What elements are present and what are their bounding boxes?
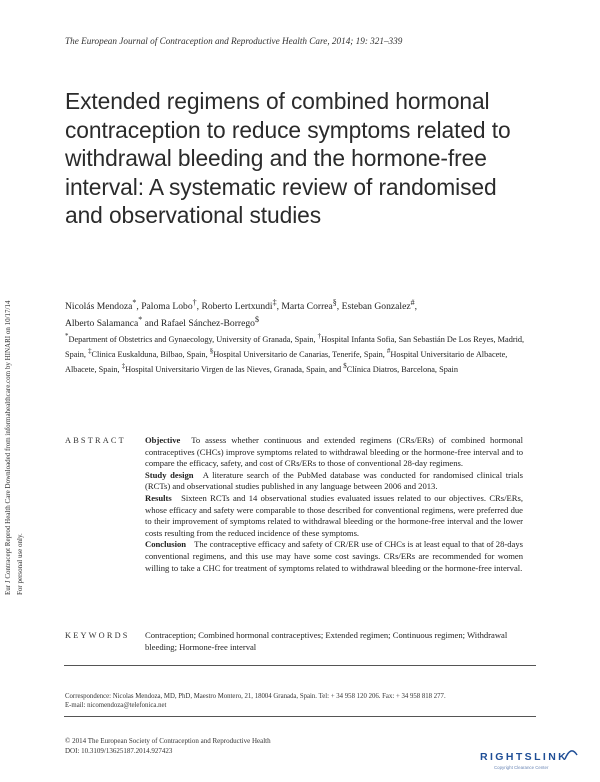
author-5[interactable]: Esteban Gonzalez#: [341, 298, 415, 313]
footer: [65, 737, 271, 756]
article-title: Extended regimens of combined hormonal contraception to reduce symptoms related to withdrawal bleeding and the hormone-free interval: A systematic review of randomised and observational studies: [65, 88, 511, 228]
abstract-objective: Objective To assess whether continuous and extended regimens (CRs/ERs) of combined hormonal contraceptives (CHCs) improve symptoms related to withdrawal bleeding or the hormone-free interval and to compare the efficacy, safety, and cost of CRs/ERs to those of conventional 28-day regimens.: [145, 435, 523, 469]
rightslink-arc-icon: [564, 749, 578, 761]
rightslink-wordmark: RIGHTSLINK: [480, 751, 569, 763]
correspondence-address: Correspondence: Nicolas Mendoza, MD, PhD, Maestro Montero, 21, 18004 Granada, Spain. Tel: + 34 958 120 206. Fax: + 34 958 818 277.: [65, 693, 446, 700]
rightslink-logo[interactable]: [480, 751, 580, 775]
abstract-body: [145, 435, 523, 574]
section-divider: [64, 665, 536, 666]
author-6[interactable]: Alberto Salamanca*: [65, 315, 143, 330]
copyright-notice: © 2014 The European Society of Contraception and Reproductive Health: [65, 737, 271, 745]
abstract-conclusion: Conclusion The contraceptive efficacy and safety of CR/ER use of CHCs is at least equal to that of 28-days conventional regimens, and this use may have some cost savings. CRs/ERs are recommended for women willing to take a CHC for treatment of symptoms related to withdrawal bleeding or the hormone-free interval.: [145, 539, 523, 573]
download-notice: [3, 215, 29, 595]
author-7[interactable]: Rafael Sánchez-Borrego$: [160, 315, 259, 330]
keywords-label: KEYWORDS: [65, 631, 130, 640]
doi[interactable]: DOI: 10.3109/13625187.2014.927423: [65, 746, 173, 755]
author-3[interactable]: Roberto Lertxundi‡: [201, 298, 277, 313]
affiliations: *Department of Obstetrics and Gynaecology, University of Granada, Spain, †Hospital Infanta Sofia, San Sebastián De Los Reyes, Madrid, Spain, ‡Clinica Euskalduna, Bilbao, Spain, §Hospital Universitario de Canarias, Tenerife, Spain, #Hospital Universitario de Albacete, Albacete, Spain, ‡Hospital Universitario Virgen de las Nieves, Granada, Spain, and $Clínica Diatros, Barcelona, Spain: [65, 333, 525, 374]
correspondence-email[interactable]: E-mail: nicomendoza@telefonica.net: [65, 702, 167, 710]
journal-header: The European Journal of Contraception and Reproductive Health Care, 2014; 19: 321–339: [65, 36, 403, 46]
download-notice-line1: Eur J Contracept Reprod Health Care Downloaded from informahealthcare.com by HINARI on 10/17/14: [4, 300, 12, 595]
author-4[interactable]: Marta Correa§: [281, 298, 337, 313]
download-notice-line2: For personal use only.: [16, 533, 24, 595]
footer-divider: [64, 716, 536, 717]
author-list: Nicolás Mendoza*, Paloma Lobo†, Roberto Lertxundi‡, Marta Correa§, Esteban Gonzalez#, Alberto Salamanca* and Rafael Sánchez-Borrego$: [65, 298, 417, 330]
abstract-label: ABSTRACT: [65, 436, 126, 445]
rightslink-tagline: Copyright Clearance Center: [494, 765, 549, 770]
correspondence: [65, 692, 535, 710]
abstract-study-design: Study design A literature search of the PubMed database was conducted for randomised clinical trials (RCTs) and observational studies published in any language between 2006 and 2013.: [145, 469, 523, 492]
author-2[interactable]: Paloma Lobo†: [141, 298, 197, 313]
keywords-list: Contraception; Combined hormonal contraceptives; Extended regimen; Continuous regimen; Withdrawal bleeding; Hormone-free interval: [145, 630, 508, 652]
author-1[interactable]: Nicolás Mendoza*: [65, 298, 137, 313]
abstract-results: Results Sixteen RCTs and 14 observational studies evaluated issues related to our objectives. CRs/ERs, whose efficacy and safety were comparable to those described for conventional regimens, were preferred due to their improvement of symptoms related to withdrawal bleeding or the hormone-free interval and the lower costs resulting from the reduced incidence of these symptoms.: [145, 492, 523, 538]
